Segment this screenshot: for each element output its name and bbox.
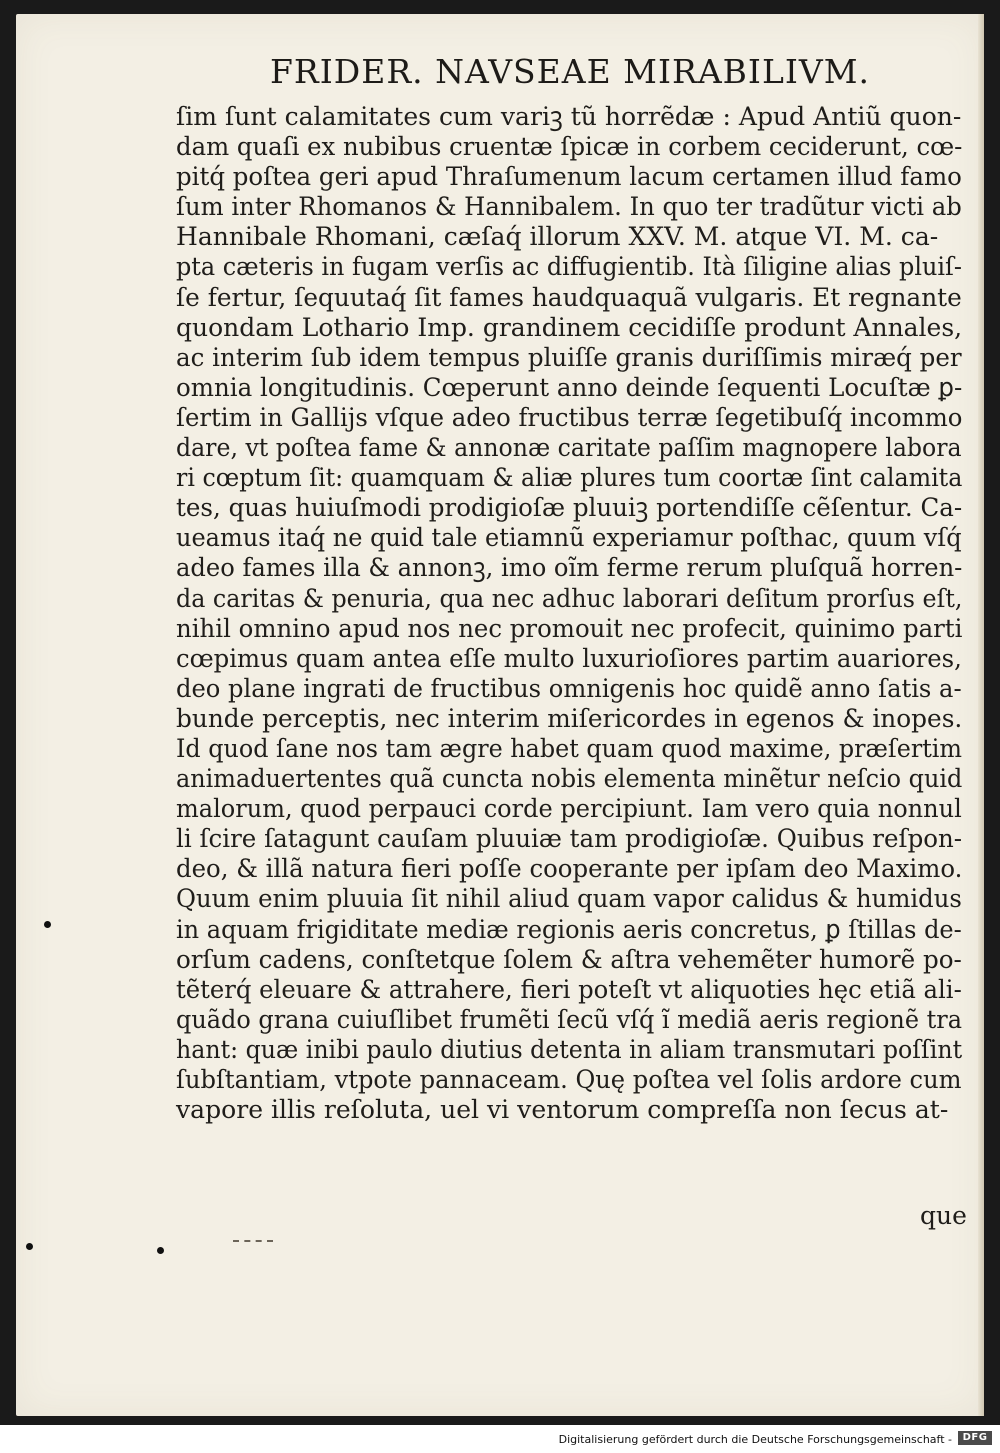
text-line: ri cœptum ſit: quamquam & aliæ plures tum coortæ ſint calamita xyxy=(176,463,963,494)
text-line: Quum enim pluuia ſit nihil aliud quam vapor calidus & humidus xyxy=(176,884,962,915)
text-line: deo plane ingrati de fructibus omnigenis hoc quidẽ anno ſatis a- xyxy=(176,673,962,704)
text-line: ſim ſunt calamitates cum variꝫ tũ horrẽdæ : Apud Antiũ quon- xyxy=(176,102,962,132)
text-line: ſum inter Rhomanos & Hannibalem. In quo ter tradũtur victi ab xyxy=(176,192,962,223)
text-line: bunde perceptis, nec interim miſericordes in egenos & inopes. xyxy=(176,703,963,734)
digitization-credit: Digitalisierung gefördert durch die Deutsche Forschungsgemeinschaft - xyxy=(558,1433,952,1446)
text-line: dam quaſi ex nubibus cruentæ ſpicæ in corbem ceciderunt, cœ- xyxy=(176,132,963,163)
text-line: malorum, quod perpauci corde percipiunt. Iam vero quia nonnul xyxy=(176,794,962,825)
text-line: animaduertentes quã cuncta nobis elementa minẽtur neſcio quid xyxy=(176,764,963,795)
text-line: Id quod ſane nos tam ægre habet quam quod maxime, præſertim xyxy=(176,733,963,764)
text-line: da caritas & penuria, qua nec adhuc laborari deſitum prorſus eſt, xyxy=(176,583,963,614)
text-line: Hannibale Rhomani, cæſaq́ illorum XXV. M. atque VI. M. ca- xyxy=(176,222,939,253)
text-line: li ſcire ſatagunt cauſam pluuiæ tam prodigioſæ. Quibus reſpon- xyxy=(176,824,963,855)
ink-dot xyxy=(26,1243,33,1250)
text-line: ac interim ſub idem tempus pluiſſe granis duriſſimis miræq́ per xyxy=(176,342,962,373)
text-line: ſubſtantiam, vtpote pannaceam. Quę poſtea vel ſolis ardore cum xyxy=(176,1065,962,1095)
text-line: cœpimus quam antea eſſe multo luxurioſiores partim auariores, xyxy=(176,643,962,674)
dfg-logo-icon: DFG xyxy=(958,1431,992,1445)
text-line: dare, vt poſtea fame & annonæ caritate paſſim magnopere labora xyxy=(176,433,962,464)
text-line: orſum cadens, conſtetque ſolem & aſtra vehemẽter humorẽ po- xyxy=(176,944,962,975)
text-block xyxy=(176,102,976,1125)
text-line: quondam Lothario Imp. grandinem cecidiſſe produnt Annales, xyxy=(176,312,963,343)
text-line: vapore illis reſoluta, uel vi ventorum compreſſa non ſecus at- xyxy=(176,1095,949,1126)
text-line: nihil omnino apud nos nec promouit nec profecit, quinimo parti xyxy=(176,613,963,644)
text-line: ſertim in Gallijs vſque adeo fructibus terræ ſegetibuſq́ incommo xyxy=(176,402,963,433)
text-line: hant: quæ inibi paulo diutius detenta in aliam transmutari poſſint xyxy=(176,1034,963,1065)
text-line: pitq́ poſtea geri apud Thraſumenum lacum certamen illud famo xyxy=(176,162,962,193)
text-line: deo, & illã natura fieri poſſe cooperante per ipſam deo Maximo. xyxy=(176,854,963,885)
text-line: in aquam frigiditate mediæ regionis aeris concretus, ꝑ ſtillas de- xyxy=(176,914,962,945)
text-line: quãdo grana cuiuſlibet frumẽti ſecũ vſq́ ĩ mediã aeris regionẽ tra xyxy=(176,1004,962,1035)
running-head: FRIDER. NAVSEAE MIRABILIVM. xyxy=(270,52,871,91)
text-line: omnia longitudinis. Cœperunt anno deinde ſequenti Locuſtæ ꝑ- xyxy=(176,372,963,403)
text-line: ſe fertur, ſequutaq́ ſit fames haudquaquã vulgaris. Et regnante xyxy=(176,282,962,313)
text-line: pta cæteris in fugam verſis ac diffugientib. Ità ſiligine alias pluiſ- xyxy=(176,252,962,283)
text-line: ueamus itaq́ ne quid tale etiamnũ experiamur poſthac, quum vſq́ xyxy=(176,523,962,554)
text-line: tes, quas huiuſmodi prodigioſæ pluuiꝫ portendiſſe cẽſentur. Ca- xyxy=(176,493,963,524)
ink-dot xyxy=(157,1247,164,1254)
catchword: que xyxy=(920,1201,967,1230)
ink-dot xyxy=(44,921,51,928)
page-edge xyxy=(978,14,984,1416)
text-line: tẽterq́ eleuare & attrahere, fieri poteſt vt aliquoties hęc etiã ali- xyxy=(176,974,962,1005)
ink-smudge xyxy=(233,1240,273,1245)
text-line: adeo fames illa & annonꝫ, imo oĩm ferme rerum pluſquã horren- xyxy=(176,553,963,584)
